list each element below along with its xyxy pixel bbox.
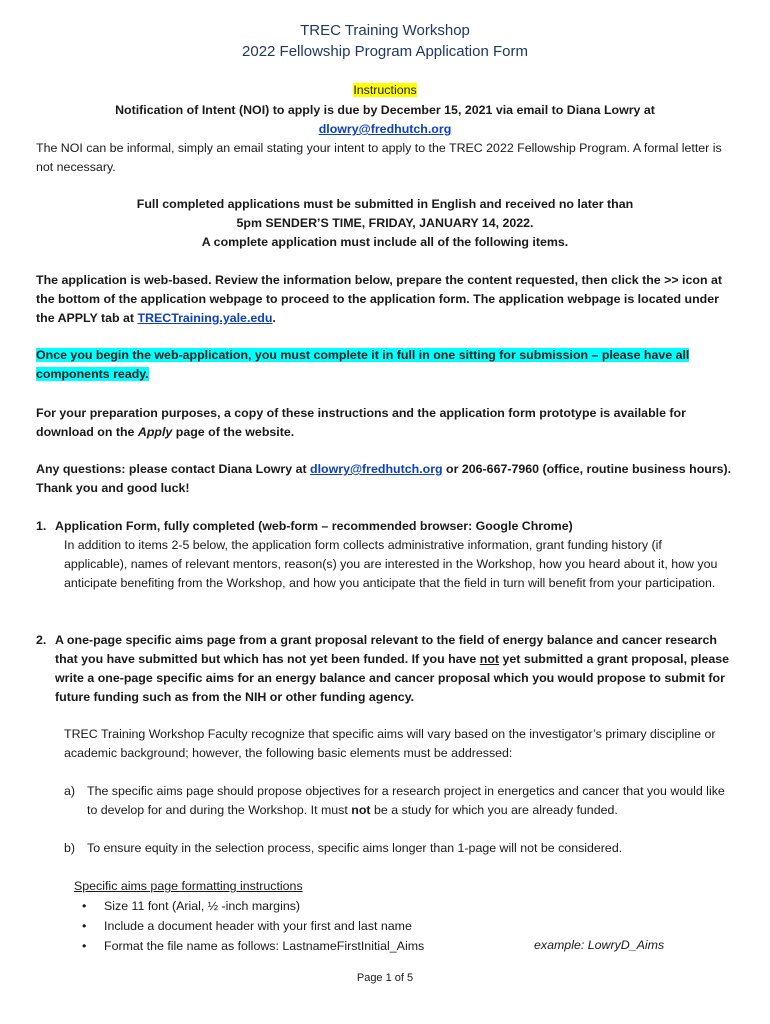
questions-paragraph — [36, 460, 736, 498]
sub-a-text-2: be a study for which you are already funded. — [373, 803, 618, 817]
item1-title: Application Form, fully completed (web-form – recommended browser: Google Chrome) — [55, 519, 573, 533]
sub-b-text: To ensure equity in the selection process, specific aims longer than 1-page will not be considered. — [87, 841, 623, 855]
list-item — [74, 896, 734, 916]
formatting-heading: Specific aims page formatting instructions — [74, 879, 303, 893]
instructions-heading: Instructions — [353, 83, 417, 97]
example-filename: example: LowryD_Aims — [534, 938, 665, 952]
item2-title-b: yet submitted a grant proposal, please write a one-page specific aims for an energy balance and cancer proposal which you would propose to submit for future funding such as from the NIH or other funding agency. — [55, 652, 730, 704]
questions-text-a: Any questions: please contact Diana Lowry at — [36, 462, 307, 476]
faculty-paragraph: TREC Training Workshop Faculty recognize that specific aims will vary based on the investigator’s primary discipline or academic background; however, the following basic elements must be addressed: — [64, 727, 716, 760]
item2-title-a: A one-page specific aims page from a grant proposal relevant to the field of energy balance and cancer research that you have submitted but which has not yet been funded. If you have — [55, 633, 717, 666]
item1-body: In addition to items 2-5 below, the application form collects administrative information, grant funding history (if applicable), names of relevant mentors, reason(s) you are interested in the Workshop, how you heard about it, how you anticipate benefiting from the Workshop, and how you anticipate that the field in turn will benefit from your participation. — [64, 538, 718, 590]
web-based-end: . — [272, 311, 276, 325]
instructions-heading-wrap — [0, 81, 770, 100]
web-based-paragraph — [36, 271, 736, 328]
questions-text-b: or 206-667-7960 (office, routine business hours). Thank you and good luck! — [36, 462, 732, 495]
sub-a-text-1: The specific aims page should propose objectives for a research project in energetics and cancer that you would like to develop for and during the Workshop. It must — [87, 784, 725, 817]
list-item — [74, 916, 734, 936]
sub-a-text — [87, 782, 735, 820]
trec-training-link[interactable]: TRECTraining.yale.edu — [137, 311, 273, 325]
noi-line: Notification of Intent (NOI) to apply is due by December 15, 2021 via email to Diana Lowry at — [115, 103, 655, 117]
noi-email-link[interactable]: dlowry@fredhutch.org — [318, 122, 452, 136]
item2-title — [55, 631, 735, 707]
questions-email-link[interactable]: dlowry@fredhutch.org — [310, 462, 443, 476]
deadline-line-1: Full completed applications must be submitted in English and received no later than — [136, 197, 634, 211]
deadline-line-3: A complete application must include all of the following items. — [201, 235, 569, 249]
document-subtitle: 2022 Fellowship Program Application Form — [242, 43, 528, 60]
page-number: Page 1 of 5 — [356, 972, 414, 984]
bullet-text: Format the file name as follows: LastnameFirstInitial_Aims — [104, 939, 425, 953]
bullet-icon: • — [82, 919, 87, 933]
sub-a-label: a) — [64, 784, 76, 798]
one-sitting-notice: Once you begin the web-application, you must complete it in full in one sitting for submission – please have all components ready. — [36, 348, 690, 381]
noi-email-wrap — [0, 120, 770, 139]
prep-text-b: page of the website. — [175, 425, 295, 439]
item2-number: 2. — [36, 633, 47, 647]
one-sitting-paragraph — [36, 346, 736, 384]
noi-note: The NOI can be informal, simply an email stating your intent to apply to the TREC 2022 Fellowship Program. A formal letter is not necessary. — [36, 141, 722, 174]
sub-b-label: b) — [64, 841, 76, 855]
prep-text-apply: Apply — [137, 425, 173, 439]
preparation-paragraph — [36, 404, 736, 442]
bullet-text: Include a document header with your first and last name — [104, 919, 412, 933]
item1-number: 1. — [36, 519, 47, 533]
sub-a-not: not — [351, 803, 371, 817]
bullet-icon: • — [82, 899, 87, 913]
item2-title-not: not — [479, 652, 500, 666]
prep-text-a: For your preparation purposes, a copy of these instructions and the application form prototype is available for download on the — [36, 406, 686, 439]
deadline-line-2: 5pm SENDER’S TIME, FRIDAY, JANUARY 14, 2022. — [236, 216, 534, 230]
bullet-text: Size 11 font (Arial, ½ -inch margins) — [104, 899, 301, 913]
bullet-icon: • — [82, 939, 87, 953]
document-title: TREC Training Workshop — [300, 22, 470, 39]
web-based-text: The application is web-based. Review the information below, prepare the content requested, then click the >> icon at the bottom of the application webpage to proceed to the application form. The application webpage is located under the APPLY tab at — [36, 273, 722, 325]
